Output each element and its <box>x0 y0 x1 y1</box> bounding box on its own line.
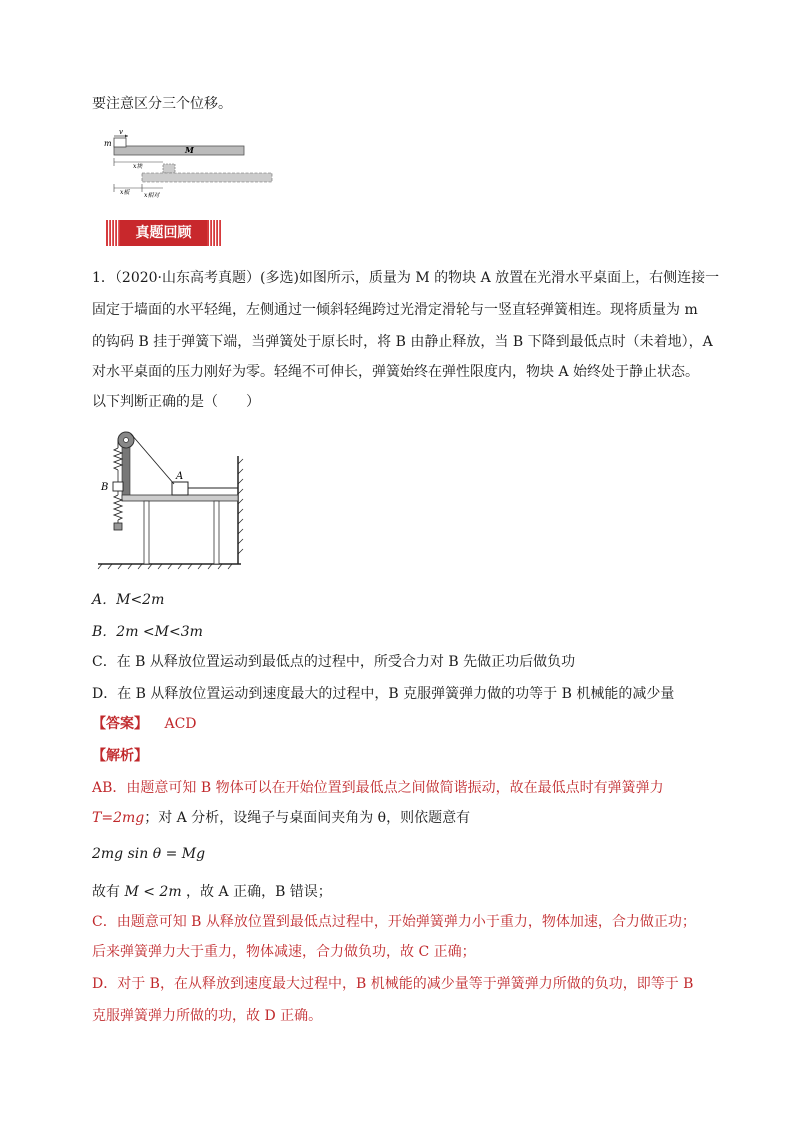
weight-B <box>114 523 122 530</box>
section-banner <box>106 220 221 246</box>
answer-tag: 【答案】 <box>92 716 148 732</box>
analysis-line-3b: ，故 A 正确，B 错误； <box>181 884 332 900</box>
analysis-line-1: AB．由题意可知 B 物体可以在开始位置到最低点之间做简谐振动，故在最低点时有弹簧弹力 <box>92 780 664 796</box>
analysis-line-6: D．对于 B，在从释放到速度最大过程中，B 机械能的减少量等于弹簧弹力所做的负功，即等于 B <box>92 976 694 992</box>
analysis-line-2-rest: ；对 A 分析，设绳子与桌面间夹角为 θ，则依题意有 <box>144 810 471 826</box>
option-B: B．2m <M<3m <box>92 624 203 640</box>
analysis-line-4: C．由题意可知 B 从释放位置到最低点过程中，开始弹簧弹力小于重力，物体加速，合力做正功； <box>92 914 696 930</box>
option-A: A．M<2m <box>92 592 165 608</box>
label-v: v <box>119 128 123 136</box>
banner-label: 真题回顾 <box>135 225 192 241</box>
question-line-2: 固定于墙面的水平轻绳，左侧通过一倾斜轻绳跨过光滑定滑轮与一竖直轻弹簧相连。现将质量为 m <box>92 302 698 318</box>
answer-value: ACD <box>164 716 197 732</box>
label-x-board: x板 <box>120 189 130 196</box>
analysis-line-5: 后来弹簧弹力大于重力，物体减速，合力做负功，故 C 正确； <box>92 944 476 960</box>
label-x-rel: x相对 <box>144 192 160 198</box>
block-m-final <box>163 164 175 173</box>
question-line-4: 对水平桌面的压力刚好为零。轻绳不可伸长，弹簧始终在弹性限度内，物块 A 始终处于静止状态。 <box>92 364 700 380</box>
analysis-T-expr: T=2mg <box>92 810 145 826</box>
analysis-line-7: 克服弹簧弹力所做的功，故 D 正确。 <box>92 1008 323 1024</box>
block-m-initial <box>114 138 126 147</box>
question-line-3: 的钩码 B 挂于弹簧下端，当弹簧处于原长时，将 B 由静止释放，当 B 下降到最低点时（未着地），A <box>92 334 713 350</box>
intro-note: 要注意区分三个位移。 <box>92 96 232 112</box>
question-line-1: 1．（2020·山东高考真题）(多选)如图所示，质量为 M 的物块 A 放置在光滑水平桌面上，右侧连接一 <box>92 270 720 286</box>
board-top-initial <box>114 146 244 155</box>
label-m: m <box>104 139 112 148</box>
analysis-inequality: M < 2m <box>124 884 182 900</box>
block-A <box>172 482 188 495</box>
analysis-line-2 <box>92 808 470 828</box>
analysis-equation: 2mg sin θ = Mg <box>92 846 206 862</box>
label-B: B <box>101 482 109 493</box>
option-D: D．在 B 从释放位置运动到速度最大的过程中，B 克服弹簧弹力做的功等于 B 机械能的减少量 <box>92 686 675 702</box>
analysis-line-3 <box>92 882 332 902</box>
label-A: A <box>176 471 184 482</box>
answer-row <box>92 714 197 734</box>
board-final <box>142 173 272 182</box>
label-M: M <box>185 145 194 155</box>
analysis-tag: 【解析】 <box>92 748 148 764</box>
label-x-block: x块 <box>133 163 143 170</box>
block-board-diagram <box>100 126 280 198</box>
spring-lower <box>114 495 122 520</box>
table-top <box>122 495 238 501</box>
question-line-5: 以下判断正确的是（ ） <box>92 394 260 410</box>
analysis-line-3a: 故有 <box>92 884 125 900</box>
hook-B <box>113 482 123 491</box>
pulley-spring-diagram <box>96 424 246 574</box>
option-C: C．在 B 从释放位置运动到最低点的过程中，所受合力对 B 先做正功后做负功 <box>92 654 576 670</box>
slanted-rope <box>131 434 174 484</box>
spring-upper <box>114 448 122 470</box>
